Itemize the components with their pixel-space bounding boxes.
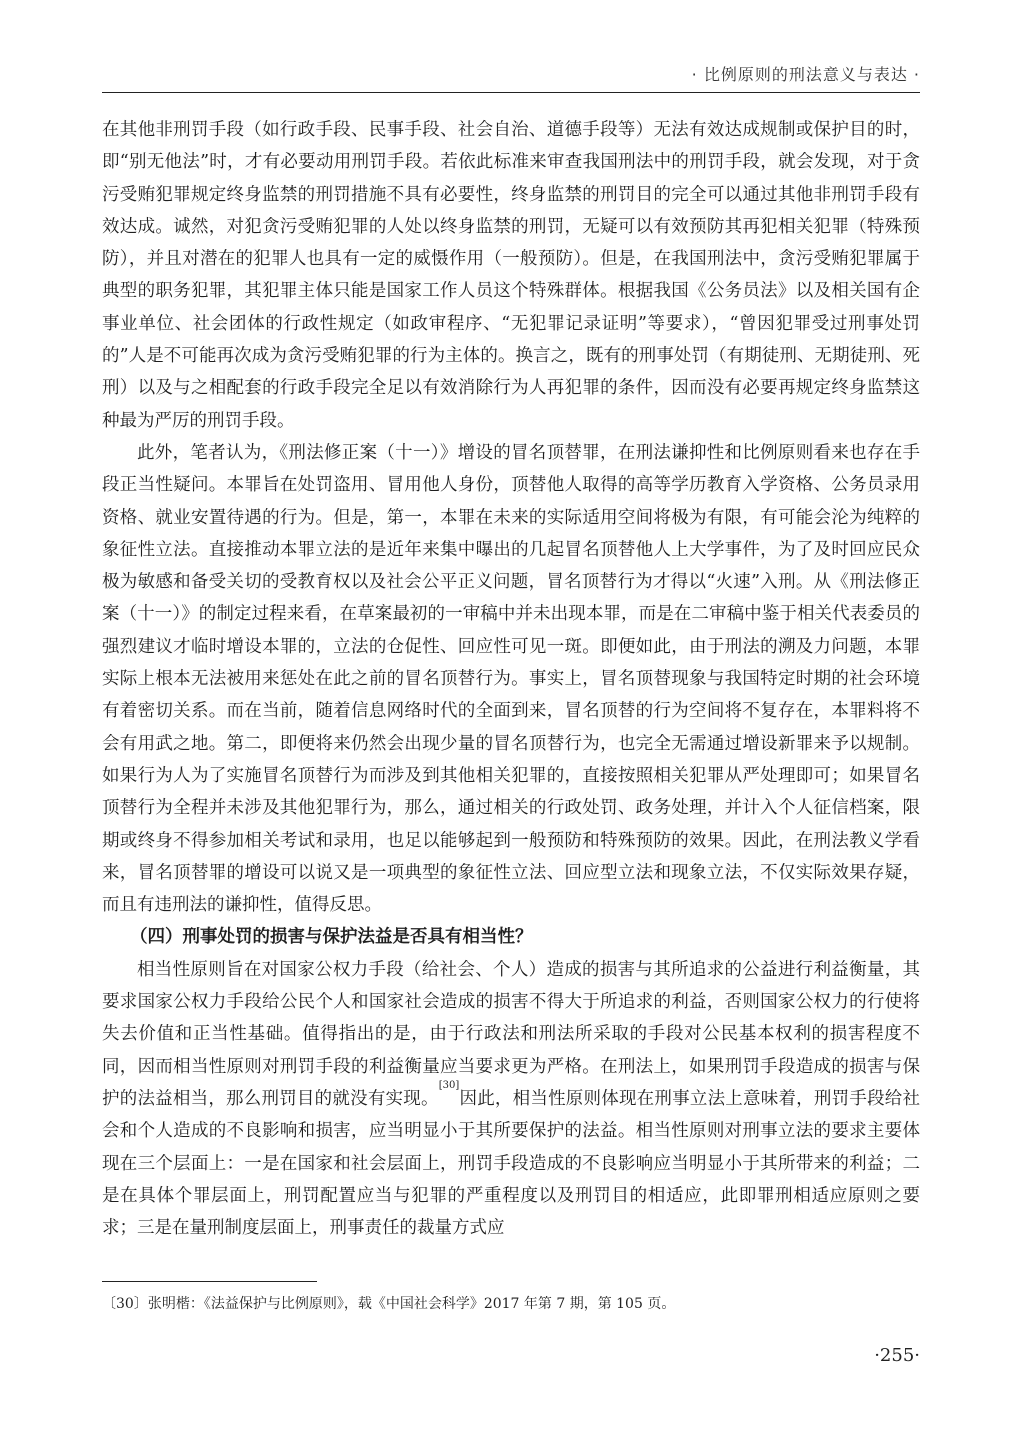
paragraph-3-part-2: 因此，相当性原则体现在刑事立法上意味着，刑罚手段给社会和个人造成的不良影响和损害，应当明显小于其所要保护的法益。相当性原则对刑事立法的要求主要体现在三个层面上：一是在国家和社会层面上，刑罚手段造成的不良影响应当明显小于其所带来的利益；二是在具体个罪层面上，刑罚配置应当与犯罪的严重程度以及刑罚目的相适应，此即罪刑相适应原则之要求；三是在量刑制度层面上，刑事责任的裁量方式应 <box>102 1088 921 1239</box>
running-header: · 比例原则的刑法意义与表达 · <box>691 65 920 84</box>
paragraph-3-part-1: 相当性原则旨在对国家公权力手段（给社会、个人）造成的损害与其所追求的公益进行利益衡量，其要求国家公权力手段给公民个人和国家社会造成的损害不得大于所追求的利益，否则国家公权力的行使将失去价值和正当性基础。值得指出的是，由于行政法和刑法所采取的手段对公民基本权利的损害程度不同，因而相当性原则对刑罚手段的利益衡量应当要求更为严格。在刑法上，如果刑罚手段造成的损害与保护的法益相当，那么刑罚目的就没有实现。 <box>102 959 920 1109</box>
section-heading: （四）刑事处罚的损害与保护法益是否具有相当性？ <box>130 927 533 948</box>
footnote-30: 〔30〕张明楷：《法益保护与比例原则》，载《中国社会科学》2017 年第 7 期，第 105 页。 <box>102 1296 676 1312</box>
article-body <box>102 114 920 1244</box>
header-rule <box>102 92 920 93</box>
footnote-ref-30[interactable]: [30] <box>438 1079 460 1091</box>
paragraph-1: 在其他非刑罚手段（如行政手段、民事手段、社会自治、道德手段等）无法有效达成规制或保护目的时，即“别无他法”时，才有必要动用刑罚手段。若依此标准来审查我国刑法中的刑罚手段，就会发现，对于贪污受贿犯罪规定终身监禁的刑罚措施不具有必要性，终身监禁的刑罚目的完全可以通过其他非刑罚手段有效达成。诚然，对犯贪污受贿犯罪的人处以终身监禁的刑罚，无疑可以有效预防其再犯相关犯罪（特殊预防），并且对潜在的犯罪人也具有一定的威慑作用（一般预防）。但是，在我国刑法中，贪污受贿犯罪属于典型的职务犯罪，其犯罪主体只能是国家工作人员这个特殊群体。根据我国《公务员法》以及相关国有企事业单位、社会团体的行政性规定（如政审程序、“无犯罪记录证明”等要求），“曾因犯罪受过刑事处罚的”人是不可能再次成为贪污受贿犯罪的行为主体的。换言之，既有的刑事处罚（有期徒刑、无期徒刑、死刑）以及与之相配套的行政手段完全足以有效消除行为人再犯罪的条件，因而没有必要再规定终身监禁这种最为严厉的刑罚手段。 <box>102 120 920 431</box>
paragraph-3 <box>102 954 920 1245</box>
page-number: ·255· <box>874 1345 920 1366</box>
footnote-rule <box>102 1281 317 1282</box>
paragraph-2: 此外，笔者认为，《刑法修正案（十一）》增设的冒名顶替罪，在刑法谦抑性和比例原则看来也存在手段正当性疑问。本罪旨在处罚盗用、冒用他人身份，顶替他人取得的高等学历教育入学资格、公务员录用资格、就业安置待遇的行为。但是，第一，本罪在未来的实际适用空间将极为有限，有可能会沦为纯粹的象征性立法。直接推动本罪立法的是近年来集中曝出的几起冒名顶替他人上大学事件，为了及时回应民众极为敏感和备受关切的受教育权以及社会公平正义问题，冒名顶替行为才得以“火速”入刑。从《刑法修正案（十一）》的制定过程来看，在草案最初的一审稿中并未出现本罪，而是在二审稿中鉴于相关代表委员的强烈建议才临时增设本罪的，立法的仓促性、回应性可见一斑。即便如此，由于刑法的溯及力问题，本罪实际上根本无法被用来惩处在此之前的冒名顶替行为。事实上，冒名顶替现象与我国特定时期的社会环境有着密切关系。而在当前，随着信息网络时代的全面到来，冒名顶替的行为空间将不复存在，本罪料将不会有用武之地。第二，即便将来仍然会出现少量的冒名顶替行为，也完全无需通过增设新罪来予以规制。如果行为人为了实施冒名顶替行为而涉及到其他相关犯罪的，直接按照相关犯罪从严处理即可；如果冒名顶替行为全程并未涉及其他犯罪行为，那么，通过相关的行政处罚、政务处理，并计入个人征信档案，限期或终身不得参加相关考试和录用，也足以能够起到一般预防和特殊预防的效果。因此，在刑法教义学看来，冒名顶替罪的增设可以说又是一项典型的象征性立法、回应型立法和现象立法，不仅实际效果存疑，而且有违刑法的谦抑性，值得反思。 <box>102 442 920 916</box>
